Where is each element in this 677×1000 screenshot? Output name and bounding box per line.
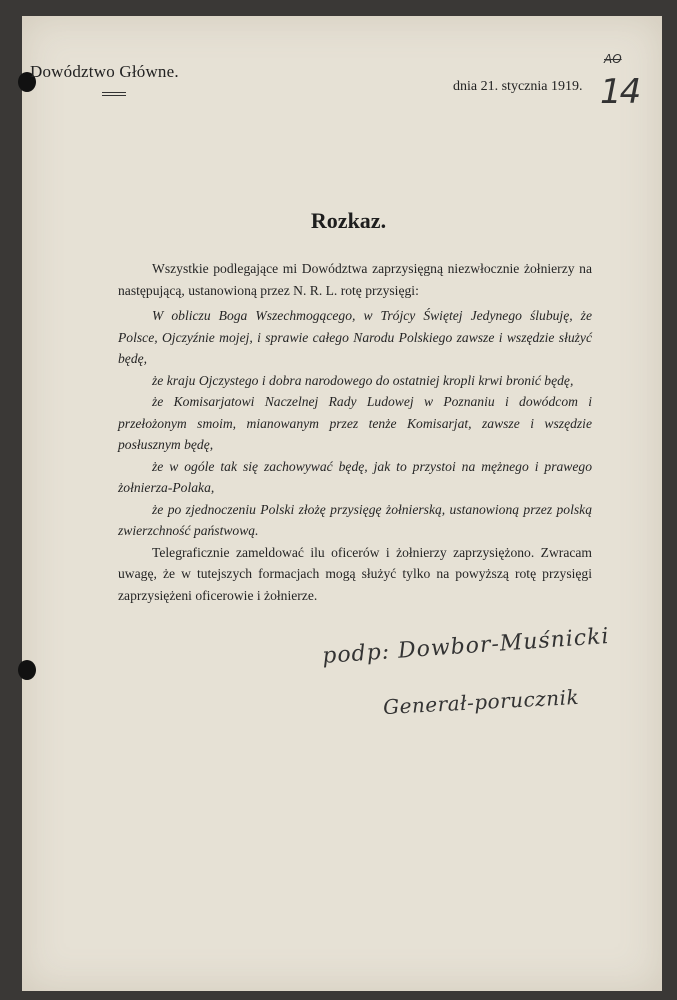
document-body (118, 258, 592, 606)
punch-hole (18, 660, 36, 680)
document-date: dnia 21. stycznia 1919. (453, 79, 583, 94)
oath-clause: że Komisarjatowi Naczelnej Rady Ludowej w Poznaniu i dowódcom i przełożonym smoim, mianowanym przez tenże Komisarjat, zawsze i wszędzie posłusznym będę, (118, 394, 592, 452)
closing-paragraph: Telegraficznie zameldować ilu oficerów i żołnierzy zaprzysiężono. Zwracam uwagę, że w tutejszych formacjach mogą służyć tylko na powyższą rotę przysięgi zaprzysiężeni oficerowie i żołnierze. (118, 544, 592, 603)
signature-rank: Generał-porucznik (382, 684, 580, 720)
archive-mark: AO (604, 52, 622, 66)
header-underline (102, 92, 126, 96)
oath-text (118, 305, 592, 542)
intro-paragraph: Wszystkie podlegające mi Dowództwa zaprzysięgną niezwłocznie żołnierzy na następującą, ustanowioną przez N. R. L. rotę przysięgi: (118, 261, 592, 298)
scan-background (0, 0, 677, 16)
archive-page-number: 14 (600, 72, 640, 112)
oath-clause: W obliczu Boga Wszechmogącego, w Trójcy Świętej Jedynego ślubuję, że Polsce, Ojczyźnie mojej, i sprawie całego Narodu Polskiego zawsze i wszędzie służyć będę, (118, 308, 592, 366)
oath-clause: że po zjednoczeniu Polski złożę przysięgę żołnierską, ustanowioną przez polską zwierzchność państwową. (118, 501, 592, 538)
signature-name: podp: Dowbor-Muśnicki (321, 623, 611, 670)
issuing-office: Dowództwo Główne. (30, 62, 179, 81)
document-title: Rozkaz. (310, 208, 387, 233)
oath-clause: że w ogóle tak się zachowywać będę, jak to przystoi na mężnego i prawego żołnierza-Polaka, (118, 458, 592, 495)
oath-clause: że kraju Ojczystego i dobra narodowego do ostatniej kropli krwi bronić będę, (152, 372, 574, 388)
